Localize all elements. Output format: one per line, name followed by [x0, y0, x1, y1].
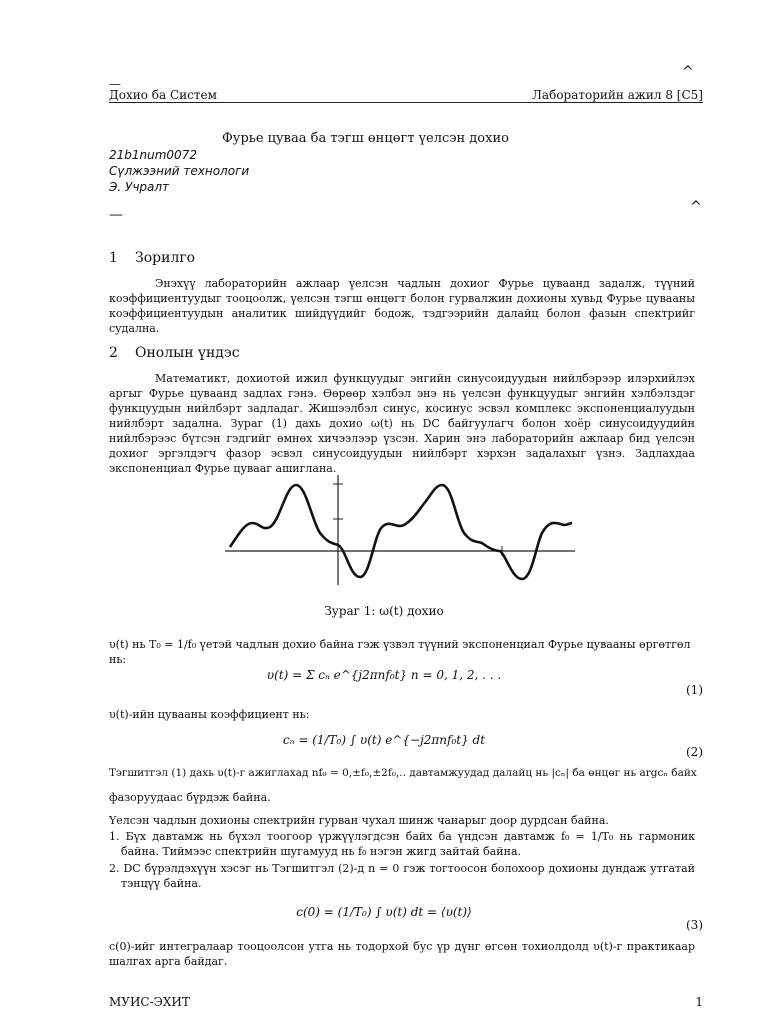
equation-1: υ(t) = Σ cₙ e^{j2πnf₀t} n = 0, 1, 2, . . .	[266, 668, 502, 682]
header-dash: —	[109, 77, 121, 91]
section-2-paragraph: Математикт, дохиотой ижил функцуудыг энгийн синусоидуудын нийлбэрээр илэрхийлэх аргыг Фурье цуваанд задлах гэнэ. Өөрөөр хэлбэл энэ нь үелсэн функцуудыг энгийн хэлбэлздэг функцуудын нийлбэрт задладаг. Жишээлбэл синус, косинус эсвэл комплекс экспоненциалуудын нийлбэрт задална. Зураг (1) дахь дохио ω(t) нь DC байгуулагч болон хоёр синусоидуудийн нийлбэрээс бүтсэн гэдгийг өмнөх хичээлээр үзсэн. Харин энэ лабораторийн ажлаар бид үелсэн дохиог эргэлдэгч фазор эсвэл синусоидуудын нийлбэрт хэрхэн задалахыг үзнэ. Задлахдаа экспоненциал Фурье цувааг ашиглана.	[109, 372, 695, 475]
signal-figure	[220, 475, 580, 595]
page-title: Фурье цуваа ба тэгш өнцөгт үелсэн дохио	[222, 131, 509, 146]
title-caret-icon: ^	[690, 199, 702, 215]
section-2-title: Онолын үндэс	[135, 345, 240, 361]
figure-caption: Зураг 1: ω(t) дохио	[324, 604, 444, 618]
header-right: Лабораторийн ажил 8 [C5]	[531, 88, 703, 102]
title-dash: —	[109, 207, 123, 223]
section-1-title: Зорилго	[135, 250, 196, 266]
section-1-paragraph: Энэхүү лабораторийн ажлаар үелсэн чадлын дохиог Фурье цуваанд задалж, түүний коэффициентуудыг тооцоолж, үелсэн тэгш өнцөгт болон гурвалжин дохионы хувьд Фурье цувааны коэффициентуудын аналитик шийдүүдийг бодож, тэдгээрийн далайц болон фазын спектрийг судална.	[109, 277, 695, 335]
equation-1-number: (1)	[686, 683, 703, 697]
equation-2-number: (2)	[686, 745, 703, 759]
equation-2: cₙ = (1/T₀) ∫ υ(t) e^{−j2πnf₀t} dt	[282, 733, 486, 747]
student-id: 21b1num0072	[109, 148, 197, 162]
section-1-number: 1	[109, 250, 118, 266]
body-line-4: фазоруудаас бүрдэж байна.	[109, 791, 271, 804]
footer-left: МУИС-ЭХИТ	[109, 995, 190, 1009]
section-2-number: 2	[109, 345, 118, 361]
list-item: 1. Бүх давтамж нь бүхэл тоогоор үржүүлэгдсэн байх ба үндсэн давтамж f₀ = 1/T₀ нь гармоник байна. Тиймээс спектрийн шугамууд нь f₀ нэгэн жигд зайтай байна.	[109, 830, 695, 858]
body-line-3: Тэгшитгэл (1) дахь υ(t)-г ажиглахад nf₀ = 0,±f₀,±2f₀,.. давтамжуудад далайц нь |cₙ| ба өнцөг нь argcₙ байх	[109, 767, 697, 779]
equation-3-number: (3)	[686, 918, 703, 932]
header-left: Дохио ба Систем	[109, 88, 217, 102]
department: Сүлжээний технологи	[109, 164, 250, 178]
header-caret-icon: ^	[682, 64, 694, 80]
signal-curve	[230, 485, 572, 579]
header-rule	[109, 102, 703, 103]
page-number: 1	[695, 995, 703, 1009]
body-line-6: c(0)-ийг интегралаар тооцоолсон утга нь тодорхой бус үр дүнг өгсөн тохиолдолд υ(t)-г практикаар шалгах арга байдаг.	[109, 940, 695, 968]
list-item: 2. DC бүрэлдэхүүн хэсэг нь Тэгшитгэл (2)-д n = 0 гэж тогтоосон болохоор дохионы дундаж утгатай тэнцүү байна.	[109, 862, 695, 890]
body-line-1: υ(t) нь T₀ = 1/f₀ үетэй чадлын дохио байна гэж үзвэл түүний экспоненциал Фурье цувааны өргөтгөл нь:	[109, 638, 691, 666]
equation-3: c(0) = (1/T₀) ∫ υ(t) dt = ⟨υ(t)⟩	[296, 905, 472, 919]
body-line-2: υ(t)-ийн цувааны коэффициент нь:	[109, 708, 310, 721]
body-line-5: Үелсэн чадлын дохионы спектрийн гурван чухал шинж чанарыг доор дурдсан байна.	[109, 814, 609, 827]
author: Э. Учралт	[109, 180, 170, 194]
